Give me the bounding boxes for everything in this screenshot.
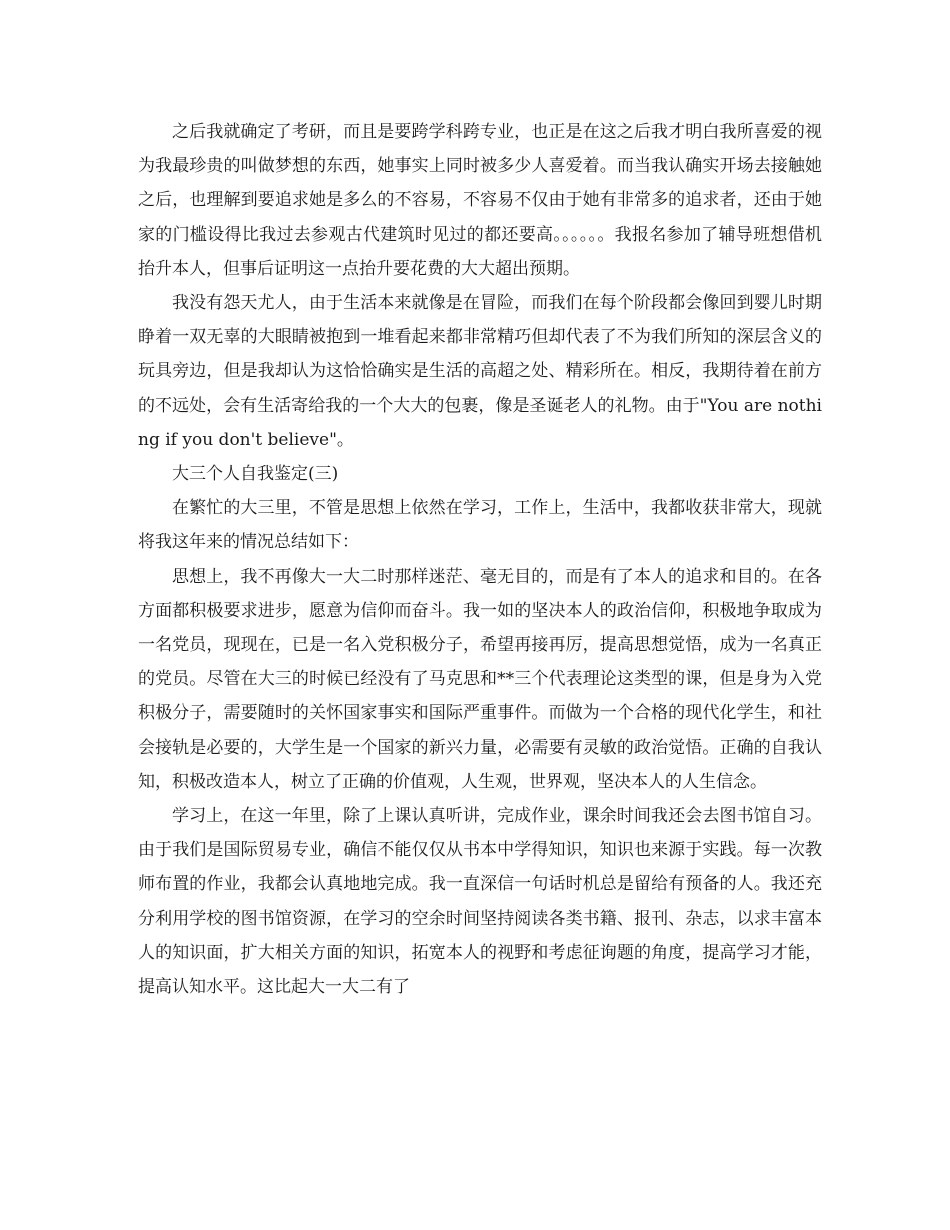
section-heading: 大三个人自我鉴定(三) [172,464,339,485]
paragraph-intro: 在繁忙的大三里，不管是思想上依然在学习，工作上，生活中，我都收获非常大，现就将我这年来的情况总结如下： [138,498,822,553]
paragraph-graduate-exam: 之后我就确定了考研，而且是要跨学科跨专业，也正是在这之后我才明白我所喜爱的视为我最珍贵的叫做梦想的东西，她事实上同时被多少人喜爱着。而当我认确实开场去接触她之后，也理解到要追求她是多么的不容易，不容易不仅由于她有非常多的追求者，还由于她家的门槛设得比我过去参观古代建筑时见过的都还要高。。。。。。我报名参加了辅导班想借机抬升本人，但事后证明这一点抬升要花费的大大超出预期。 [138,122,822,279]
document-body [138,115,822,1004]
paragraph-adventure: 我没有怨天尤人，由于生活本来就像是在冒险，而我们在每个阶段都会像回到婴儿时期睁着一双无辜的大眼睛被抱到一堆看起来都非常精巧但却代表了不为我们所知的深层含义的玩具旁边，但是我却认为这恰恰确实是生活的高超之处、精彩所在。相反，我期待着在前方的不远处，会有生活寄给我的一个大大的包裹，像是圣诞老人的礼物。由于"You are nothing if you don't believe"。 [138,293,822,450]
paragraph-study: 学习上，在这一年里，除了上课认真听讲，完成作业，课余时间我还会去图书馆自习。由于我们是国际贸易专业，确信不能仅仅从书本中学得知识，知识也来源于实践。每一次教师布置的作业，我都会认真地地完成。我一直深信一句话时机总是留给有预备的人。我还充分利用学校的图书馆资源，在学习的空余时间坚持阅读各类书籍、报刊、杂志，以求丰富本人的知识面，扩大相关方面的知识，拓宽本人的视野和考虑征询题的角度，提高学习才能，提高认知水平。这比起大一大二有了 [138,806,822,998]
paragraph-ideology: 思想上，我不再像大一大二时那样迷茫、毫无目的，而是有了本人的追求和目的。在各方面都积极要求进步，愿意为信仰而奋斗。我一如的坚决本人的政治信仰，积极地争取成为一名党员，现现在，已是一名入党积极分子，希望再接再厉，提高思想觉悟，成为一名真正的党员。尽管在大三的时候已经没有了马克思和**三个代表理论这类型的课，但是身为入党积极分子，需要随时的关怀国家事实和国际严重事件。而做为一个合格的现代化学生，和社会接轨是必要的，大学生是一个国家的新兴力量，必需要有灵敏的政治觉悟。正确的自我认知，积极改造本人，树立了正确的价值观，人生观，世界观，坚决本人的人生信念。 [138,566,822,792]
